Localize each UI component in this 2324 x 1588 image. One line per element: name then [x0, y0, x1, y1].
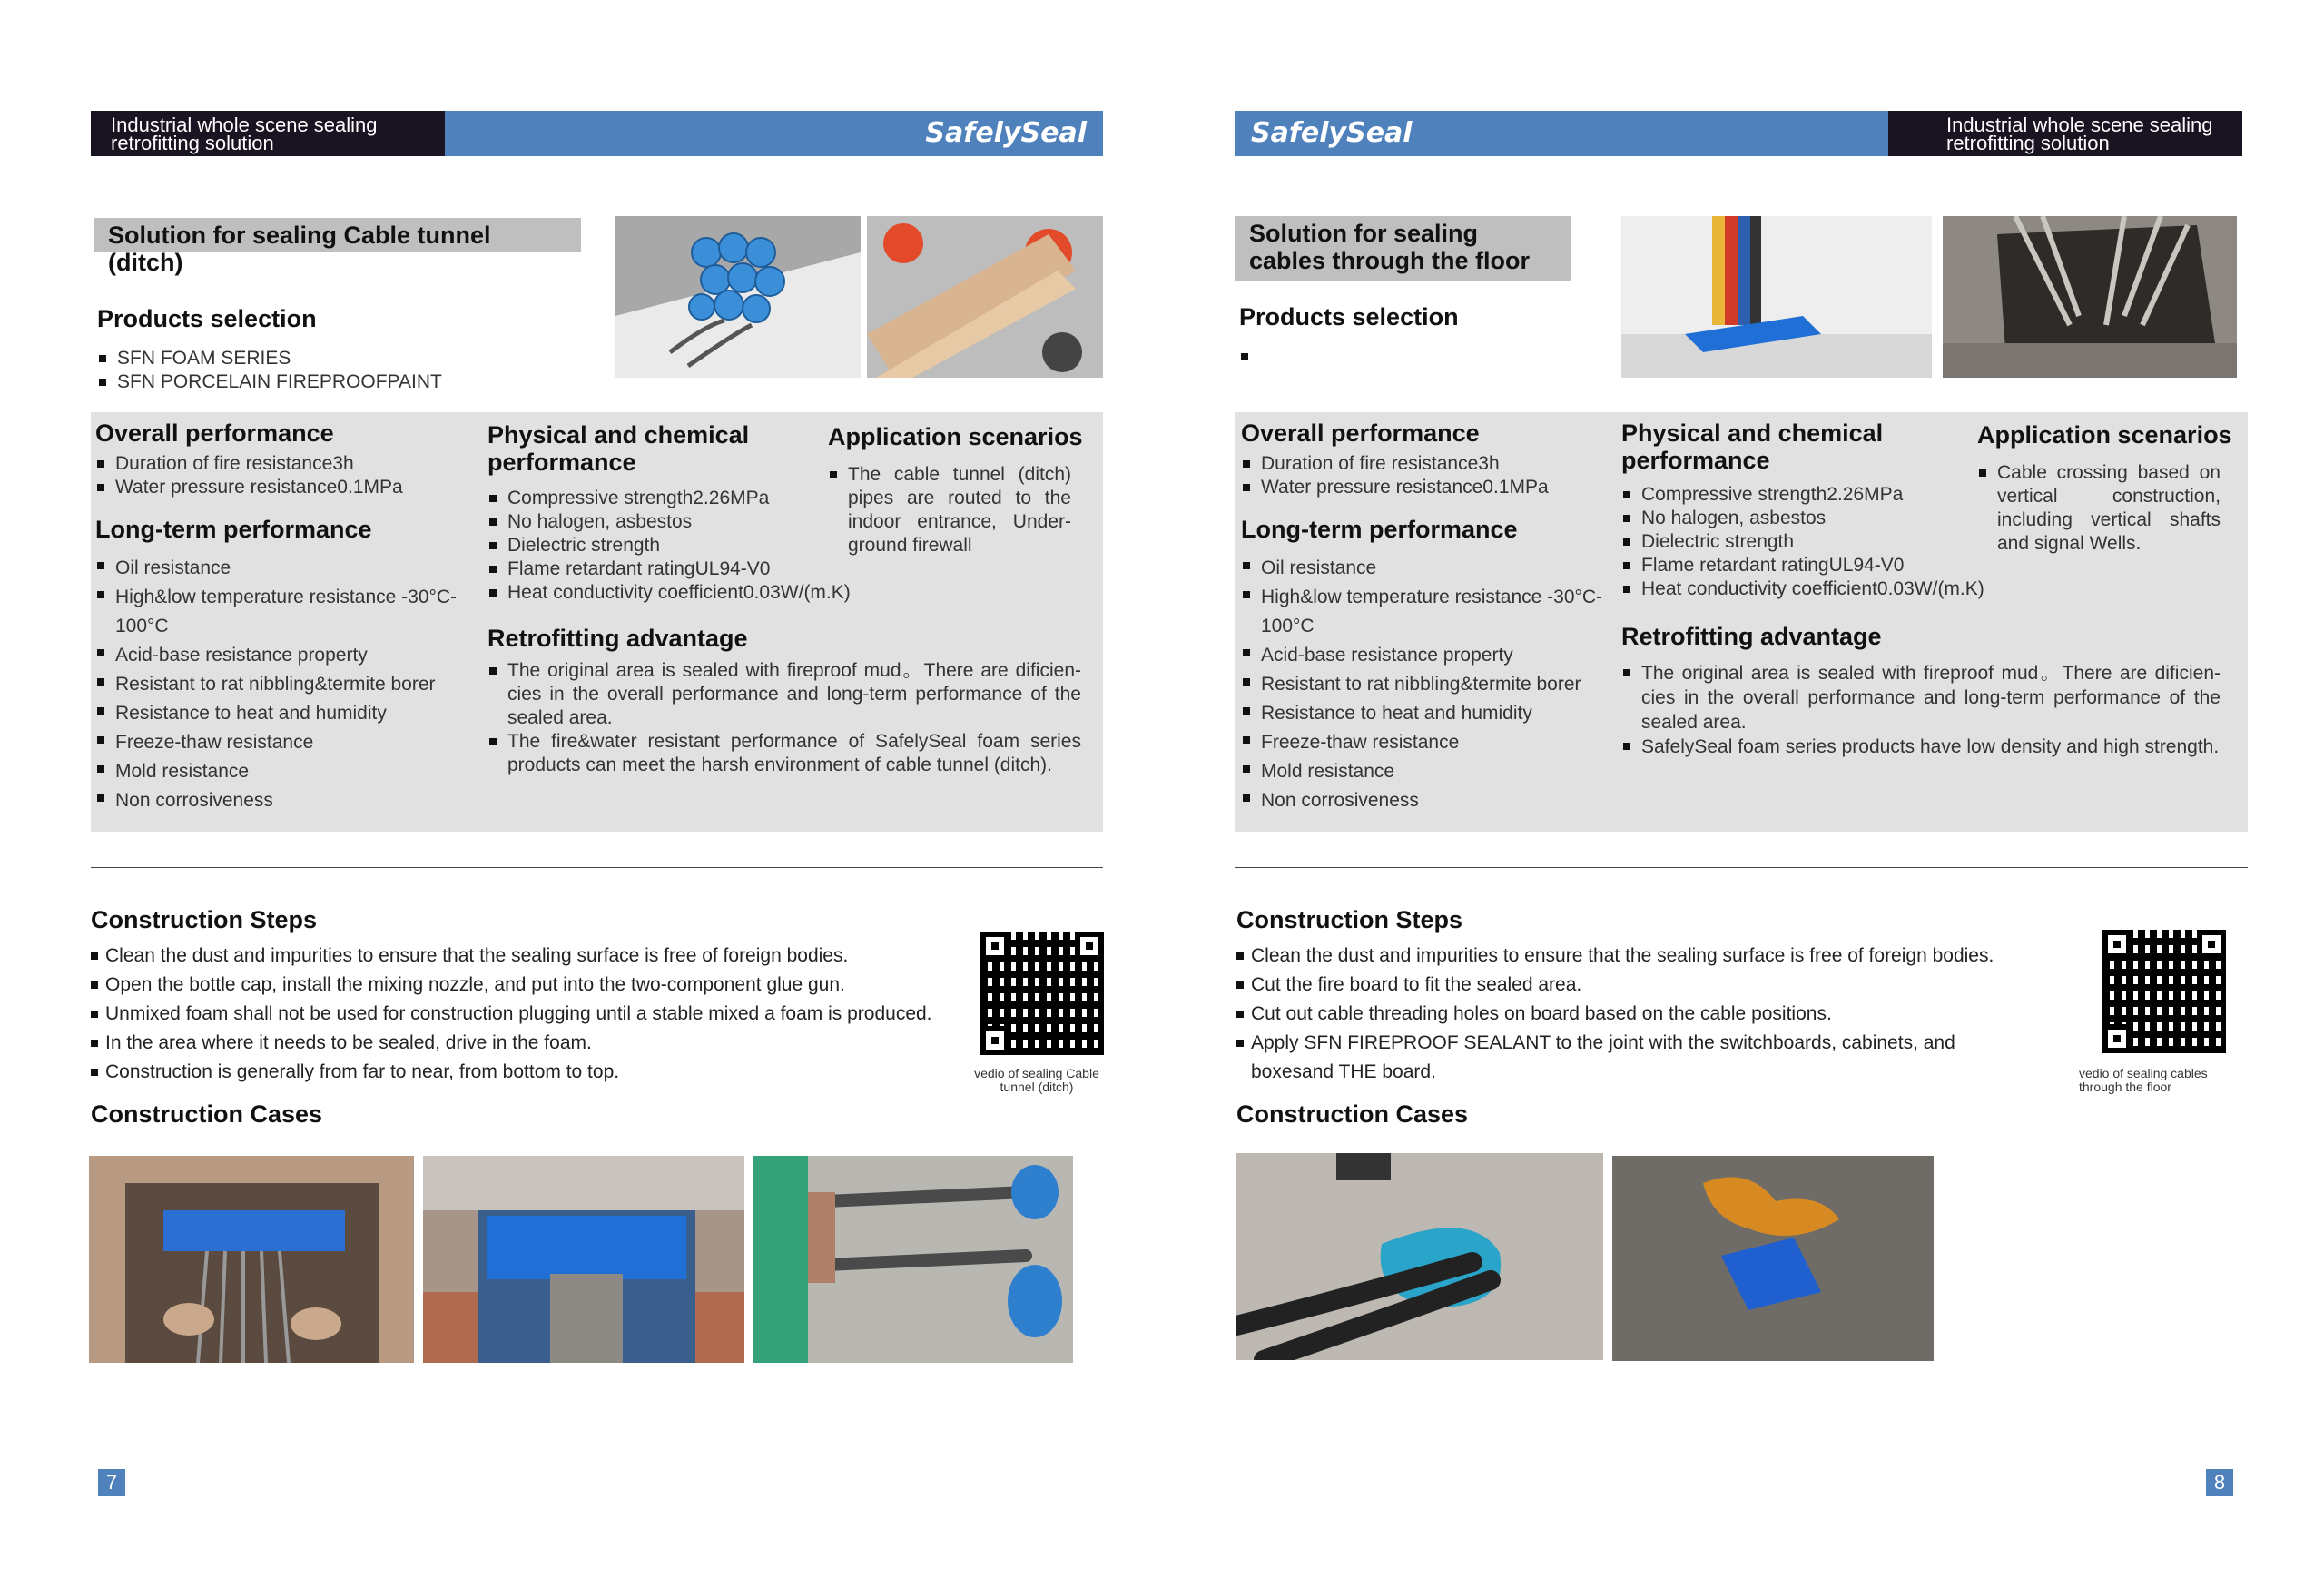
- left-qr-code[interactable]: [980, 932, 1104, 1055]
- right-steps-list: [1236, 942, 2017, 1087]
- left-retro-item: The original area is sealed with fireproof mud。There are dificien-cies in the overall performance and long-term performance of the sealed area.: [487, 659, 1081, 730]
- left-steps-heading: Construction Steps: [91, 906, 318, 933]
- right-case-photo-1: [1236, 1153, 1603, 1360]
- right-photo-floor-cables: [1621, 216, 1932, 378]
- left-physical-heading: Physical and chemical performance: [487, 421, 750, 476]
- right-qr-caption: vedio of sealing cables through the floor: [2079, 1066, 2208, 1094]
- right-case-photo-2: [1612, 1156, 1934, 1361]
- right-overall-item: Duration of fire resistance3h: [1241, 452, 1549, 476]
- right-longterm-item: High&low temperature resistance -30°C-100°C: [1241, 583, 1622, 641]
- left-physical-item: Compressive strength2.26MPa: [487, 487, 869, 510]
- right-physical-heading: Physical and chemical performance: [1621, 419, 1884, 474]
- left-photo-pipe-penetration: [867, 216, 1103, 378]
- right-physical-item: Dielectric strength: [1621, 530, 1984, 554]
- right-overall-item: Water pressure resistance0.1MPa: [1241, 476, 1549, 499]
- qr-finder: [2102, 930, 2132, 959]
- left-page-number: 7: [98, 1469, 125, 1496]
- left-product-item: SFN FOAM SERIES: [97, 347, 442, 370]
- left-application-item: The cable tunnel (ditch) pipes are routed to the indoor entrance, Under-ground firewall: [828, 463, 1071, 557]
- left-photo-cable-tunnel-image: [615, 216, 861, 378]
- left-section-title: Solution for sealing Cable tunnel (ditch): [94, 218, 581, 252]
- left-longterm-item: Mold resistance: [95, 757, 477, 786]
- right-longterm-item: Acid-base resistance property: [1241, 641, 1622, 670]
- left-longterm-list: [95, 554, 477, 815]
- left-longterm-heading: Long-term performance: [95, 516, 372, 543]
- right-photo-floor-cables-image: [1621, 216, 1932, 378]
- left-case-photo-2-image: [423, 1156, 744, 1363]
- left-photo-pipe-penetration-image: [867, 216, 1103, 378]
- left-photo-cable-tunnel: [615, 216, 861, 378]
- right-photo-floor-opening: [1943, 216, 2237, 378]
- left-physical-item: Heat conductivity coefficient0.03W/(m.K): [487, 581, 869, 605]
- right-longterm-item: Oil resistance: [1241, 554, 1622, 583]
- right-retro-heading: Retrofitting advantage: [1621, 623, 1882, 650]
- qr-finder: [980, 1026, 1009, 1055]
- left-divider: [91, 867, 1103, 868]
- right-application-heading: Application scenarios: [1977, 421, 2232, 449]
- right-overall-heading: Overall performance: [1241, 419, 1480, 447]
- qr-finder: [2197, 930, 2226, 959]
- right-longterm-item: Resistant to rat nibbling&termite borer: [1241, 670, 1622, 699]
- left-longterm-item: Oil resistance: [95, 554, 477, 583]
- left-qr-caption: vedio of sealing Cable tunnel (ditch): [974, 1066, 1099, 1094]
- right-page-number: 8: [2206, 1469, 2233, 1496]
- left-step-item: Open the bottle cap, install the mixing nozzle, and put into the two-component glue gun.: [91, 971, 962, 1000]
- right-step-item: Apply SFN FIREPROOF SEALANT to the joint with the switchboards, cabinets, and boxesand THE board.: [1236, 1029, 2017, 1087]
- left-longterm-item: Freeze-thaw resistance: [95, 728, 477, 757]
- left-cases-heading: Construction Cases: [91, 1100, 323, 1128]
- left-application-heading: Application scenarios: [828, 423, 1083, 450]
- left-physical-item: Flame retardant ratingUL94-V0: [487, 557, 869, 581]
- left-longterm-item: Resistance to heat and humidity: [95, 699, 477, 728]
- left-case-photo-2: [423, 1156, 744, 1363]
- left-products-list: [97, 347, 442, 394]
- right-physical-item: Flame retardant ratingUL94-V0: [1621, 554, 1984, 577]
- left-retro-heading: Retrofitting advantage: [487, 625, 748, 652]
- right-step-item: Cut out cable threading holes on board based on the cable positions.: [1236, 1000, 2017, 1029]
- left-case-photo-1-image: [89, 1156, 414, 1363]
- right-qr-code[interactable]: [2102, 930, 2226, 1053]
- right-retro-item: SafelySeal foam series products have low density and high strength.: [1621, 735, 2221, 759]
- qr-finder: [2102, 1024, 2132, 1053]
- right-retro-list: [1621, 661, 2221, 759]
- right-photo-floor-opening-image: [1943, 216, 2237, 378]
- right-physical-item: Heat conductivity coefficient0.03W/(m.K): [1621, 577, 1984, 601]
- right-step-item: Cut the fire board to fit the sealed area.: [1236, 971, 2017, 1000]
- left-case-photo-3: [753, 1156, 1073, 1363]
- right-overall-list: [1241, 452, 1549, 499]
- left-longterm-item: Resistant to rat nibbling&termite borer: [95, 670, 477, 699]
- left-step-item: Construction is generally from far to near, from bottom to top.: [91, 1058, 962, 1087]
- left-physical-item: No halogen, asbestos: [487, 510, 869, 534]
- left-longterm-item: Acid-base resistance property: [95, 641, 477, 670]
- left-retro-item: The fire&water resistant performance of SafelySeal foam series products can meet the harsh environment of cable tunnel (ditch).: [487, 730, 1081, 777]
- left-overall-list: [95, 452, 403, 499]
- left-case-photo-3-image: [753, 1156, 1073, 1363]
- right-longterm-heading: Long-term performance: [1241, 516, 1518, 543]
- left-products-heading: Products selection: [97, 305, 317, 332]
- right-application-list: [1977, 461, 2221, 556]
- left-step-item: Clean the dust and impurities to ensure that the sealing surface is free of foreign bodies.: [91, 942, 962, 971]
- left-step-item: In the area where it needs to be sealed, drive in the foam.: [91, 1029, 962, 1058]
- right-longterm-item: Resistance to heat and humidity: [1241, 699, 1622, 728]
- left-physical-item: Dielectric strength: [487, 534, 869, 557]
- right-brand-logo: SafelySeal: [1235, 111, 1888, 156]
- right-section-title: Solution for sealing cables through the floor: [1235, 216, 1571, 281]
- right-divider: [1235, 867, 2248, 868]
- left-retro-list: [487, 659, 1081, 777]
- left-longterm-item: High&low temperature resistance -30°C-100°C: [95, 583, 477, 641]
- right-banner-text: Industrial whole scene sealing retrofitting solution: [1888, 111, 2242, 156]
- right-physical-list: [1621, 483, 1984, 601]
- left-step-item: Unmixed foam shall not be used for construction plugging until a stable mixed a foam is produced.: [91, 1000, 962, 1029]
- left-steps-list: [91, 942, 962, 1087]
- right-application-item: Cable crossing based on vertical construction, including vertical shafts and signal Wells.: [1977, 461, 2221, 556]
- right-physical-item: Compressive strength2.26MPa: [1621, 483, 1984, 507]
- left-brand-logo: SafelySeal: [445, 111, 1103, 156]
- left-physical-list: [487, 487, 869, 605]
- right-cases-heading: Construction Cases: [1236, 1100, 1469, 1128]
- right-steps-heading: Construction Steps: [1236, 906, 1463, 933]
- left-overall-item: Water pressure resistance0.1MPa: [95, 476, 403, 499]
- right-products-heading: Products selection: [1239, 303, 1459, 330]
- right-longterm-item: Mold resistance: [1241, 757, 1622, 786]
- left-case-photo-1: [89, 1156, 414, 1363]
- left-overall-heading: Overall performance: [95, 419, 334, 447]
- right-case-photo-1-image: [1236, 1153, 1603, 1360]
- right-longterm-item: Freeze-thaw resistance: [1241, 728, 1622, 757]
- qr-finder: [1075, 932, 1104, 961]
- right-longterm-list: [1241, 554, 1622, 815]
- left-longterm-item: Non corrosiveness: [95, 786, 477, 815]
- right-step-item: Clean the dust and impurities to ensure that the sealing surface is free of foreign bodies.: [1236, 942, 2017, 971]
- right-longterm-item: Non corrosiveness: [1241, 786, 1622, 815]
- left-application-list: [828, 463, 1071, 557]
- left-product-item: SFN PORCELAIN FIREPROOFPAINT: [97, 370, 442, 394]
- left-banner-text: Industrial whole scene sealing retrofitting solution: [91, 111, 445, 156]
- qr-finder: [980, 932, 1009, 961]
- right-retro-item: The original area is sealed with fireproof mud。There are dificien-cies in the overall performance and long-term performance of the sealed area.: [1621, 661, 2221, 735]
- left-overall-item: Duration of fire resistance3h: [95, 452, 403, 476]
- right-physical-item: No halogen, asbestos: [1621, 507, 1984, 530]
- right-case-photo-2-image: [1612, 1156, 1934, 1361]
